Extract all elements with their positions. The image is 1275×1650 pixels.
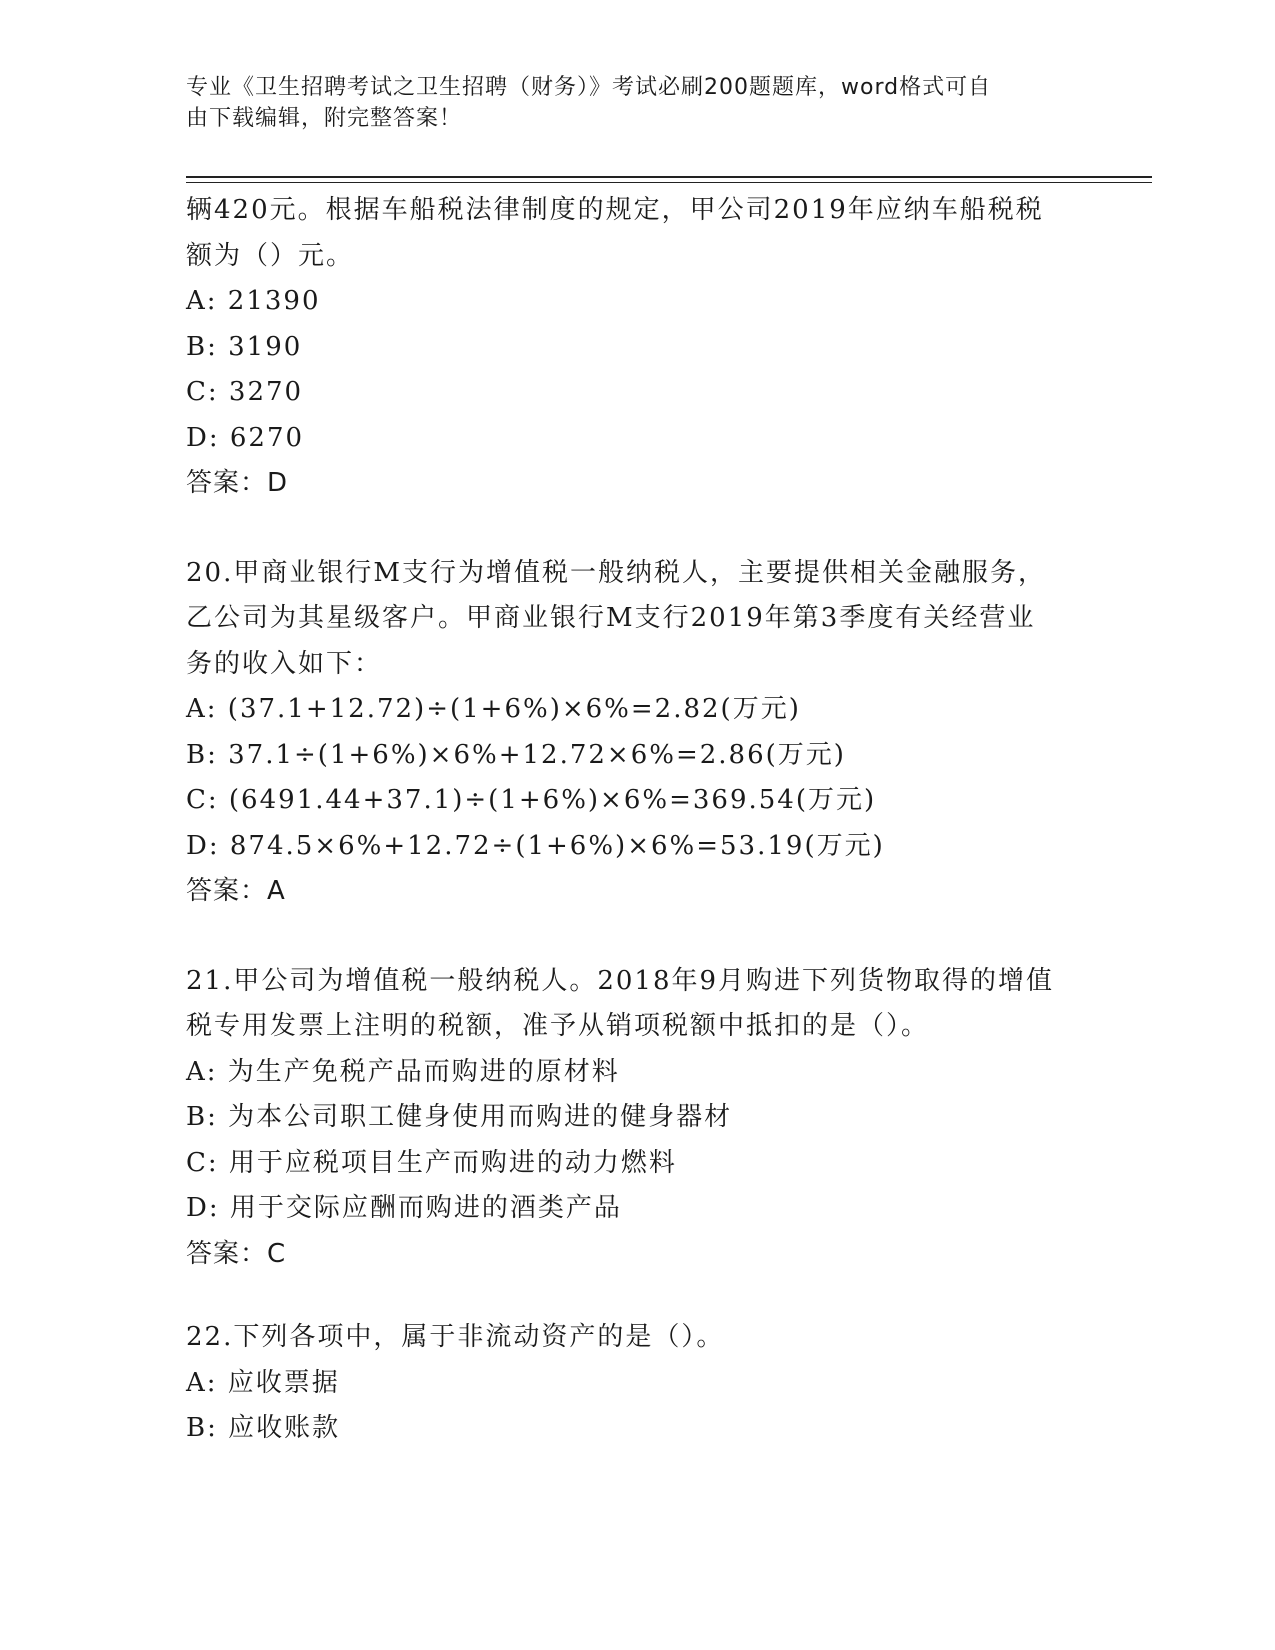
spacer <box>186 507 1086 551</box>
option-a: A: 应收票据 <box>186 1367 340 1398</box>
header-line-1: 专业《卫生招聘考试之卫生招聘（财务）》考试必刷200题题库，word格式可自 <box>186 75 992 100</box>
option-b: B: 应收账款 <box>186 1413 341 1443</box>
document-header <box>186 72 1066 134</box>
question-stem-line: 务的收入如下： <box>186 648 383 679</box>
answer-label: 答案：D <box>186 468 289 498</box>
option-c: C: 3270 <box>186 377 304 407</box>
question-stem-line: 辆420元。根据车船税法律制度的规定，甲公司2019年应纳车船税税 <box>186 195 1044 225</box>
answer-label: 答案：C <box>186 1238 287 1269</box>
option-a: A: 21390 <box>186 286 321 316</box>
option-a: A: (37.1+12.72)÷(1+6%)×6%=2.82(万元) <box>186 694 801 724</box>
option-c: C: 用于应税项目生产而购进的动力燃料 <box>186 1147 677 1178</box>
question-20 <box>186 551 1086 915</box>
question-stem-line: 乙公司为其星级客户。甲商业银行M支行2019年第3季度有关经营业 <box>186 603 1036 633</box>
option-b: B: 37.1÷(1+6%)×6%+12.72×6%=2.86(万元) <box>186 739 846 770</box>
option-d: D: 874.5×6%+12.72÷(1+6%)×6%=53.19(万元) <box>186 830 885 861</box>
option-b: B: 3190 <box>186 331 303 362</box>
header-line-2: 由下载编辑，附完整答案！ <box>186 106 463 131</box>
header-divider-thick <box>186 176 1152 178</box>
question-21 <box>186 959 1086 1278</box>
header-divider-thin <box>186 182 1152 183</box>
question-19 <box>186 188 1086 507</box>
option-d: D: 用于交际应酬而购进的酒类产品 <box>186 1193 622 1223</box>
question-22 <box>186 1315 1086 1452</box>
spacer <box>186 1277 1086 1315</box>
question-stem-line: 税专用发票上注明的税额，准予从销项税额中抵扣的是（）。 <box>186 1011 930 1041</box>
option-b: B: 为本公司职工健身使用而购进的健身器材 <box>186 1102 733 1132</box>
question-stem-line: 21.甲公司为增值税一般纳税人。2018年9月购进下列货物取得的增值 <box>186 965 1055 996</box>
option-a: A: 为生产免税产品而购进的原材料 <box>186 1056 620 1087</box>
question-list <box>186 188 1086 1452</box>
question-stem-line: 20.甲商业银行M支行为增值税一般纳税人，主要提供相关金融服务， <box>186 557 1046 588</box>
option-c: C: (6491.44+37.1)÷(1+6%)×6%=369.54(万元) <box>186 785 877 815</box>
question-stem-line: 额为（）元。 <box>186 240 355 271</box>
answer-label: 答案：A <box>186 876 286 906</box>
spacer <box>186 915 1086 959</box>
option-d: D: 6270 <box>186 422 305 453</box>
question-stem-line: 22.下列各项中，属于非流动资产的是（）。 <box>186 1322 725 1352</box>
